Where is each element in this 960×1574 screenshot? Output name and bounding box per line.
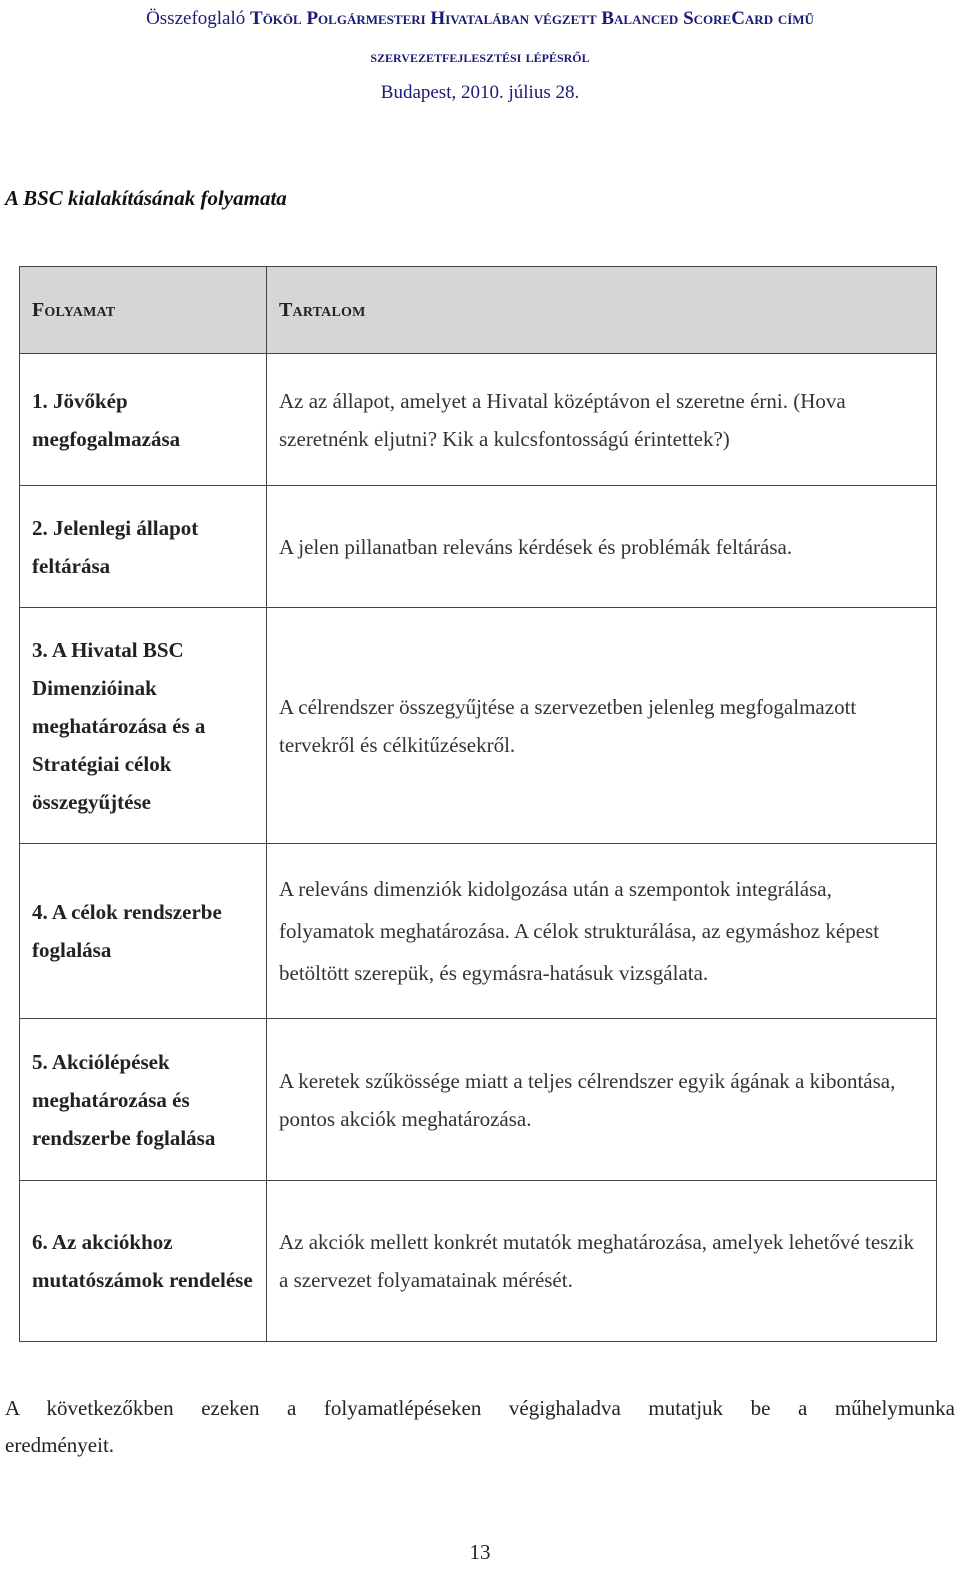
header-title-line — [0, 4, 960, 34]
closing-line-2: eredményeit. — [5, 1433, 115, 1457]
header-cell-process: Folyamat — [20, 267, 267, 354]
header-title-line2: szervezetfejlesztési lépésről — [370, 47, 590, 66]
content-cell: A releváns dimenziók kidolgozása után a szempontok integrálása, folyamatok meghatározása. A célok strukturálása, az egymáshoz képest betöltött szerepük, és egymásra-hatásuk vizsgálata. — [267, 844, 937, 1019]
closing-paragraph — [5, 1390, 955, 1464]
header-title-caps: Tököl Polgármesteri Hivatalában végzett Balanced ScoreCard című — [250, 8, 814, 29]
closing-line-1: A következőkben ezeken a folyamatlépéseken végighaladva mutatjuk be a műhelymunka — [5, 1396, 955, 1420]
content-cell: Az az állapot, amelyet a Hivatal középtávon el szeretne érni. (Hova szeretnénk eljutni? Kik a kulcsfontosságú érintettek?) — [267, 354, 937, 486]
table-row — [20, 844, 937, 1019]
table-row — [20, 608, 937, 844]
content-cell: A célrendszer összegyűjtése a szervezetben jelenleg megfogalmazott tervekről és célkitűzésekről. — [267, 608, 937, 844]
table-row — [20, 354, 937, 486]
step-cell: 2. Jelenlegi állapot feltárása — [20, 486, 267, 608]
step-cell: 6. Az akciókhoz mutatószámok rendelése — [20, 1181, 267, 1342]
content-cell: Az akciók mellett konkrét mutatók meghatározása, amelyek lehetővé teszik a szervezet folyamatainak mérését. — [267, 1181, 937, 1342]
step-cell: 4. A célok rendszerbe foglalása — [20, 844, 267, 1019]
header-place-date: Budapest, 2010. július 28. — [380, 82, 580, 103]
table-row — [20, 1181, 937, 1342]
table-header-row — [20, 267, 937, 354]
document-header — [0, 4, 960, 108]
header-prefix: Összefoglaló — [146, 8, 251, 29]
bsc-process-table — [19, 266, 937, 1342]
content-cell: A keretek szűkössége miatt a teljes célrendszer egyik ágának a kibontása, pontos akciók meghatározása. — [267, 1019, 937, 1181]
table-row — [20, 1019, 937, 1181]
header-cell-content: Tartalom — [267, 267, 937, 354]
table-row — [20, 486, 937, 608]
step-cell: 5. Akciólépések meghatározása és rendszerbe foglalása — [20, 1019, 267, 1181]
page-number: 13 — [469, 1540, 491, 1564]
content-cell: A jelen pillanatban releváns kérdések és problémák feltárása. — [267, 486, 937, 608]
step-cell: 1. Jövőkép megfogalmazása — [20, 354, 267, 486]
step-cell: 3. A Hivatal BSC Dimenzióinak meghatározása és a Stratégiai célok összegyűjtése — [20, 608, 267, 844]
section-title: A BSC kialakításának folyamata — [5, 186, 287, 210]
